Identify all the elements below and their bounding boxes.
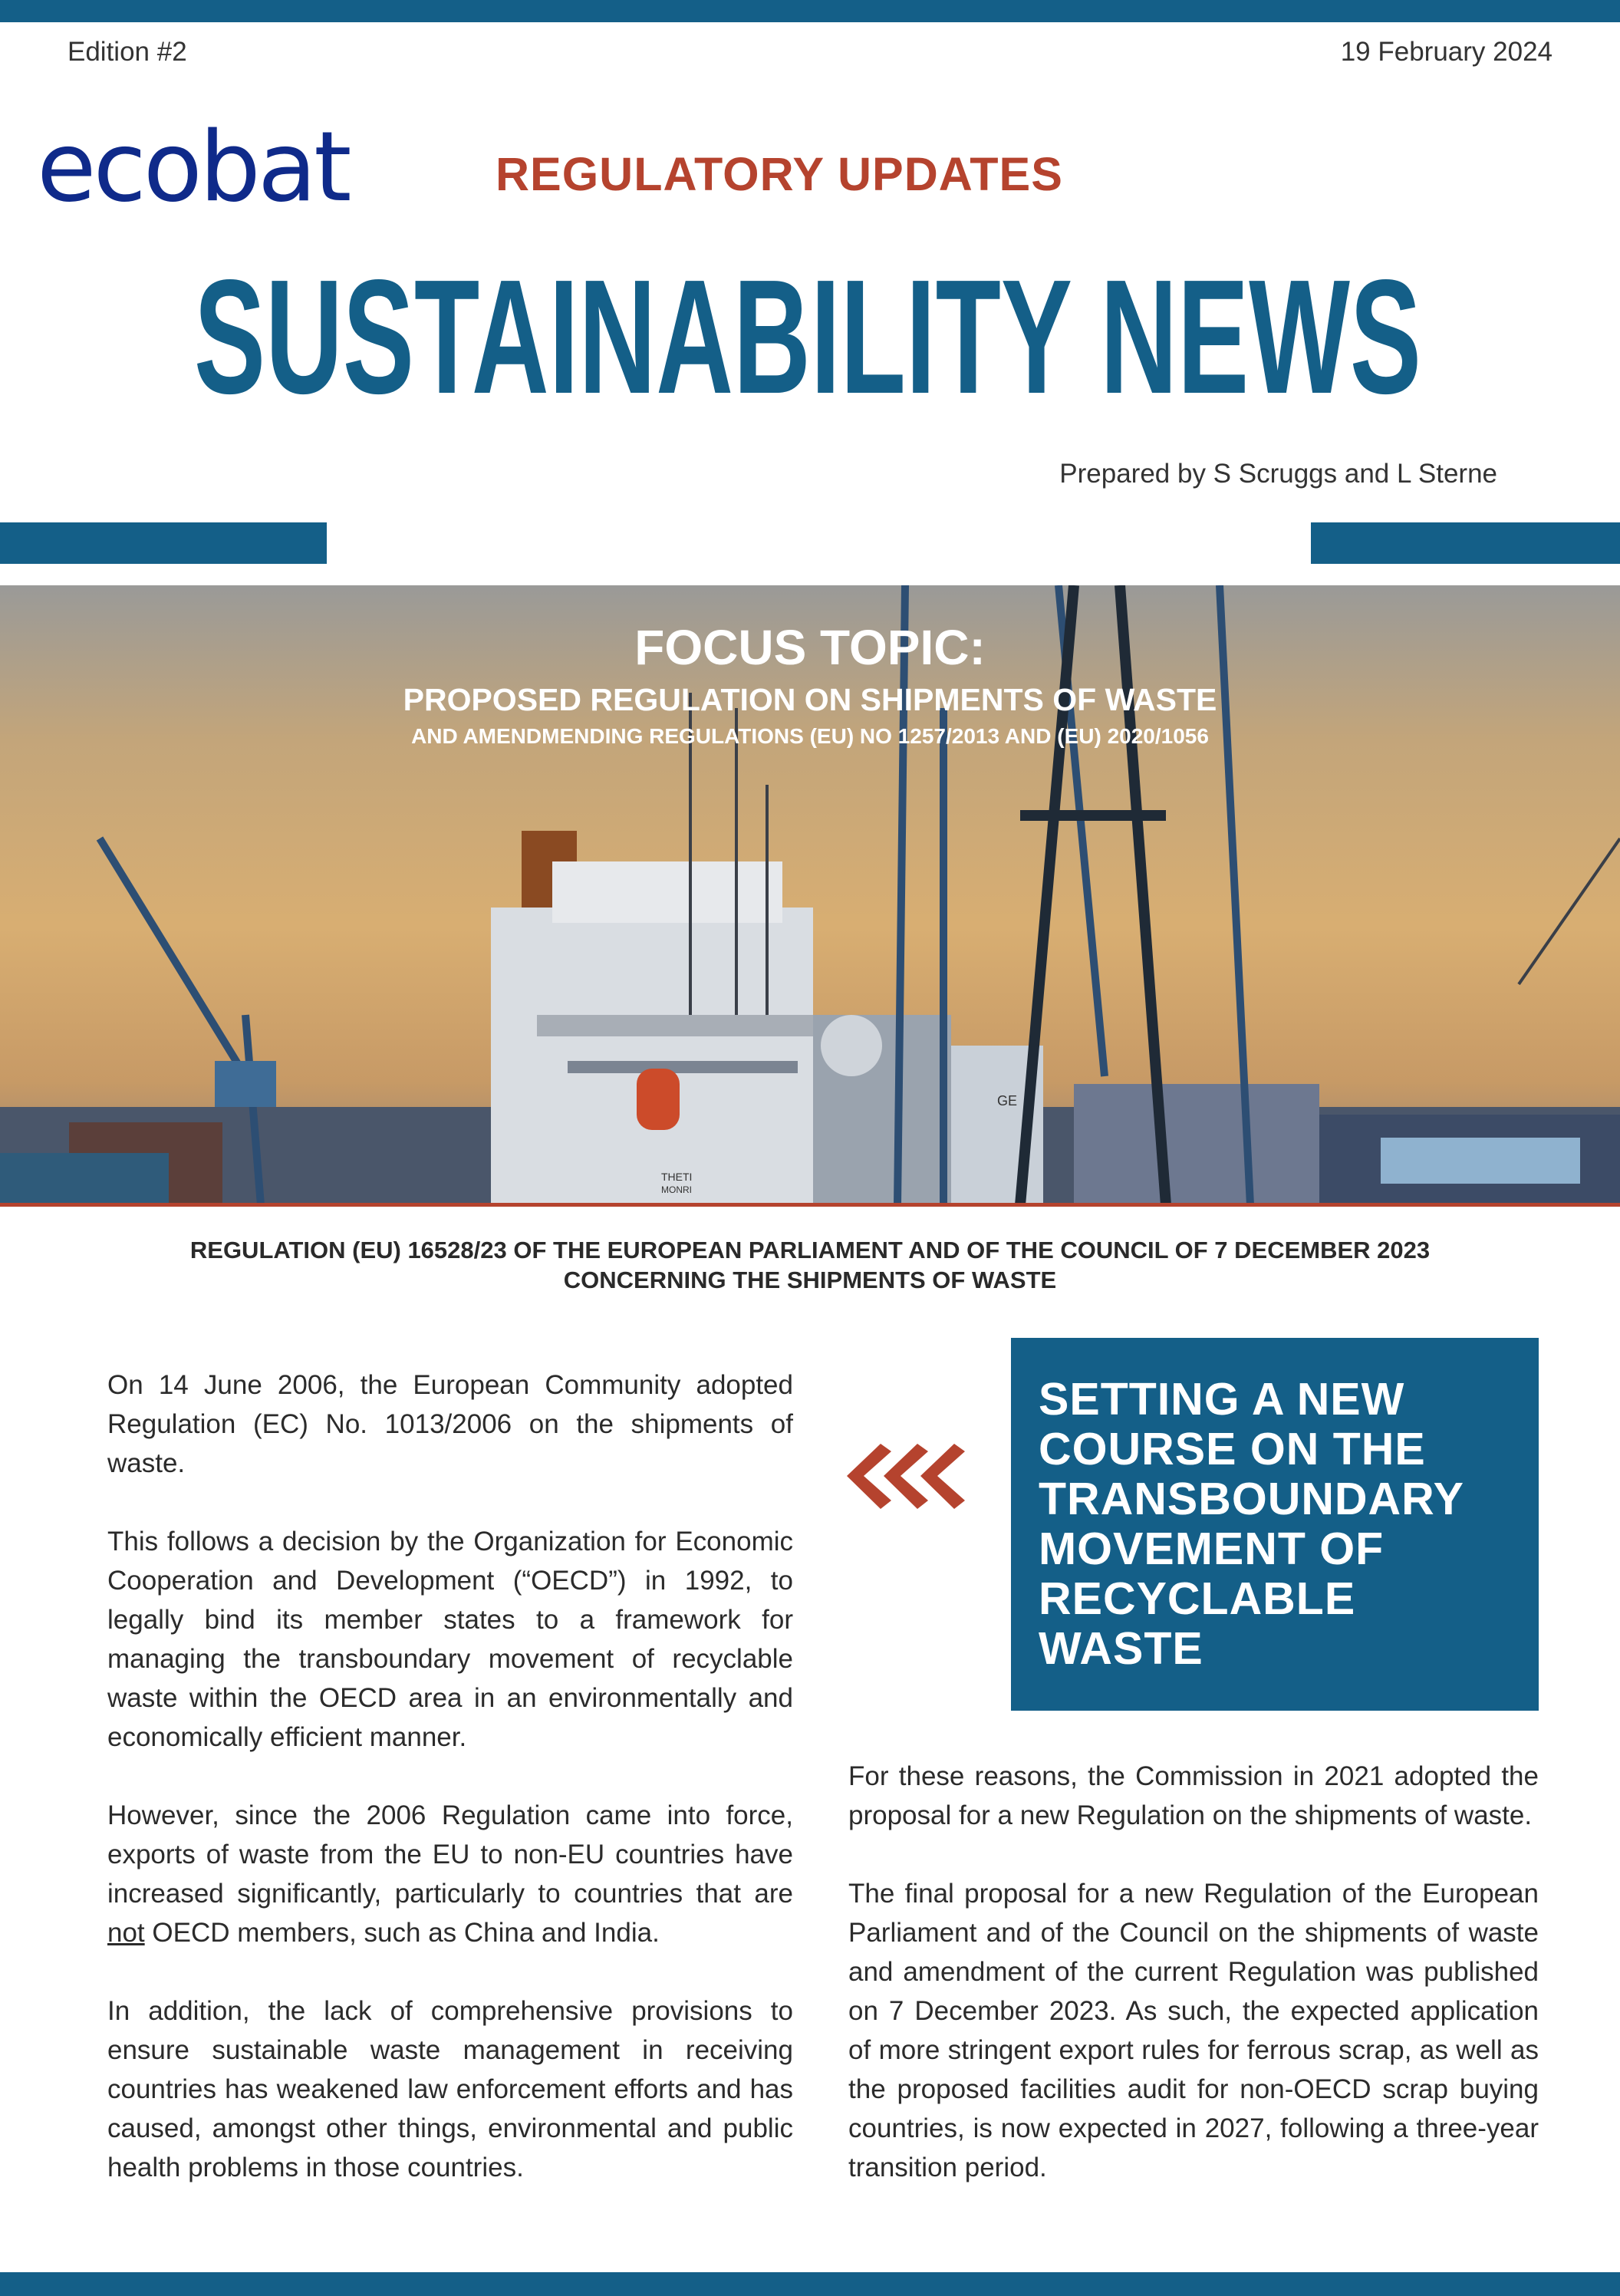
underlined-not: not xyxy=(107,1918,145,1948)
right-column xyxy=(848,1757,1539,2226)
divider-bar-right xyxy=(1311,522,1620,564)
exports-text-start: However, since the 2006 Regulation came into force, exports of waste from the EU to non-EU countries have increased significantly, particularly to countries that are xyxy=(107,1800,793,1909)
paragraph-exports-increase xyxy=(107,1796,793,1952)
ecobat-logo xyxy=(37,110,397,223)
focus-topic-title: FOCUS TOPIC: xyxy=(634,620,986,675)
top-border-bar xyxy=(0,0,1620,22)
ship-port-text: MONRI xyxy=(661,1184,692,1195)
callout-line: SETTING A NEW xyxy=(1039,1374,1405,1425)
prepared-by: Prepared by S Scruggs and L Sterne xyxy=(1059,459,1497,489)
masthead-text: SUSTAINABILITY NEWS xyxy=(194,245,1421,407)
logo-wordmark: ecobat xyxy=(37,110,349,223)
bottom-border-bar xyxy=(0,2272,1620,2296)
hero-underline-rule xyxy=(0,1203,1620,1207)
chevrons-left-icon xyxy=(847,1444,966,1509)
paragraph-oecd-decision: This follows a decision by the Organization for Economic Cooperation and Development (“OECD”) in 1992, to legally bind its member states to a framework for managing the transboundary movement of recyclable waste within the OECD area in an environmentally and economically efficient manner. xyxy=(107,1527,793,1752)
callout-line: COURSE ON THE xyxy=(1039,1424,1426,1474)
paragraph-adoption: On 14 June 2006, the European Community adopted Regulation (EC) No. 1013/2006 on the shipments of waste. xyxy=(107,1370,793,1478)
callout-line: TRANSBOUNDARY xyxy=(1039,1474,1464,1524)
callout-box xyxy=(1011,1338,1539,1711)
hero-image-port xyxy=(0,585,1620,1205)
paragraph-lack-of-provisions: In addition, the lack of comprehensive provisions to ensure sustainable waste management in receiving countries has weakened law enforcement efforts and has caused, amongst other things, environmental and public health problems in those countries. xyxy=(107,1996,793,2182)
left-column xyxy=(107,1365,793,2226)
building-sign-text: GE xyxy=(997,1093,1018,1108)
paragraph-final-proposal: The final proposal for a new Regulation of the European Parliament and of the Council on the shipments of waste and amendment of the current Regulation was published on 7 December 2023. As such, the expected application of more stringent export rules for ferrous scrap, as well as the proposed facilities audit for non-OECD scrap buying countries, is now expected in 2027, following a three-year transition period. xyxy=(848,1879,1539,2182)
masthead-title xyxy=(0,245,1620,407)
section-kicker: REGULATORY UPDATES xyxy=(496,148,1063,200)
focus-topic-subtitle: PROPOSED REGULATION ON SHIPMENTS OF WASTE xyxy=(403,682,1217,717)
ship-name-text: THETI xyxy=(661,1171,693,1183)
regulation-heading-line-1: REGULATION (EU) 16528/23 OF THE EUROPEAN PARLIAMENT AND OF THE COUNCIL OF 7 DECEMBER 2023 xyxy=(189,1237,1431,1263)
regulation-heading xyxy=(92,1235,1528,1295)
focus-topic-subtitle-detail: AND AMENDMENDING REGULATIONS (EU) NO 1257/2013 AND (EU) 2020/1056 xyxy=(411,724,1209,748)
paragraph-commission-proposal: For these reasons, the Commission in 2021 adopted the proposal for a new Regulation on the shipments of waste. xyxy=(848,1761,1539,1830)
callout-line: RECYCLABLE xyxy=(1039,1573,1356,1624)
callout-line: MOVEMENT OF xyxy=(1039,1524,1385,1574)
edition-label: Edition #2 xyxy=(68,37,187,67)
callout-heading xyxy=(1039,1375,1511,1674)
callout-line: WASTE xyxy=(1039,1623,1203,1674)
divider-bar-left xyxy=(0,522,327,564)
exports-text-end: OECD members, such as China and India. xyxy=(144,1918,660,1948)
regulation-heading-line-2: CONCERNING THE SHIPMENTS OF WASTE xyxy=(563,1267,1057,1293)
issue-date: 19 February 2024 xyxy=(1340,37,1552,67)
